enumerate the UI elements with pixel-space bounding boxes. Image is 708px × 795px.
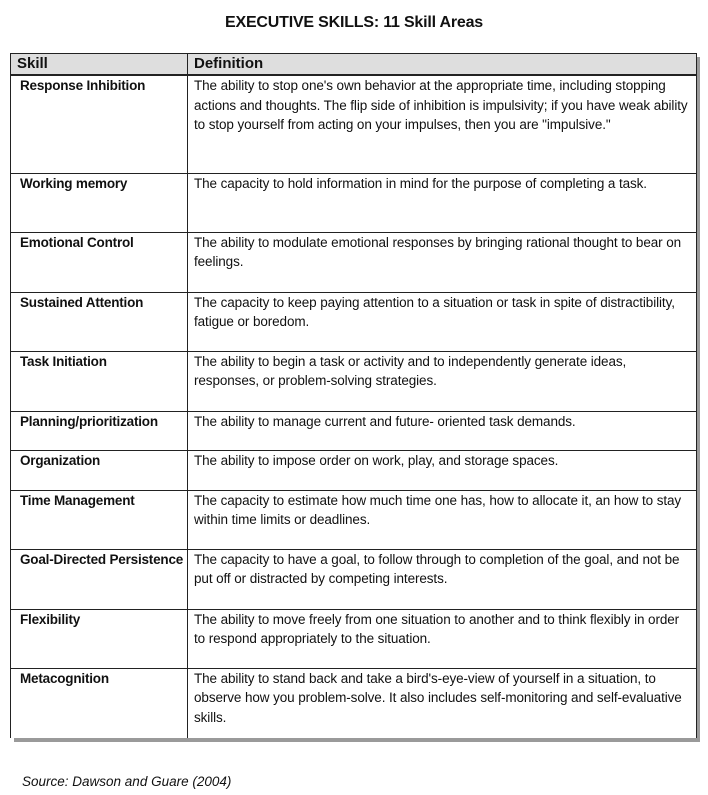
skill-cell: Response Inhibition — [11, 75, 188, 173]
table-header-row — [11, 54, 697, 76]
source-citation: Source: Dawson and Guare (2004) — [22, 774, 232, 789]
table-row — [11, 490, 697, 549]
table-row — [11, 75, 697, 173]
table-row — [11, 232, 697, 292]
skill-cell: Emotional Control — [11, 232, 188, 292]
skills-table — [10, 53, 697, 738]
definition-cell: The capacity to hold information in mind for the purpose of completing a task. — [188, 173, 697, 232]
column-header-definition: Definition — [188, 54, 697, 76]
definition-cell: The ability to modulate emotional responses by bringing rational thought to bear on feelings. — [188, 232, 697, 292]
definition-cell: The capacity to estimate how much time one has, how to allocate it, an how to stay within time limits or deadlines. — [188, 490, 697, 549]
skill-cell: Task Initiation — [11, 351, 188, 411]
definition-cell: The ability to stand back and take a bird's-eye-view of yourself in a situation, to observe how you problem-solve. It also includes self-monitoring and self-evaluative skills. — [188, 668, 697, 738]
skill-cell: Planning/prioritization — [11, 411, 188, 450]
definition-cell: The capacity to keep paying attention to a situation or task in spite of distractibility, fatigue or boredom. — [188, 292, 697, 351]
table-row — [11, 292, 697, 351]
skill-cell: Time Management — [11, 490, 188, 549]
definition-cell: The ability to stop one's own behavior at the appropriate time, including stopping actions and thoughts. The flip side of inhibition is impulsivity; if you have weak ability to stop yourself from acting on your impulses, then you are "impulsive." — [188, 75, 697, 173]
definition-cell: The ability to begin a task or activity and to independently generate ideas, responses, or problem-solving strategies. — [188, 351, 697, 411]
skill-cell: Goal-Directed Persistence — [11, 549, 188, 609]
table-row — [11, 351, 697, 411]
table-row — [11, 450, 697, 490]
definition-cell: The capacity to have a goal, to follow through to completion of the goal, and not be put off or distracted by competing interests. — [188, 549, 697, 609]
definition-cell: The ability to impose order on work, play, and storage spaces. — [188, 450, 697, 490]
skill-cell: Flexibility — [11, 609, 188, 668]
skill-cell: Metacognition — [11, 668, 188, 738]
skill-cell: Organization — [11, 450, 188, 490]
table-row — [11, 609, 697, 668]
skills-table-container — [10, 53, 696, 738]
table-row — [11, 668, 697, 738]
definition-cell: The ability to move freely from one situation to another and to think flexibly in order to respond appropriately to the situation. — [188, 609, 697, 668]
table-row — [11, 549, 697, 609]
table-row — [11, 411, 697, 450]
skill-cell: Working memory — [11, 173, 188, 232]
skill-cell: Sustained Attention — [11, 292, 188, 351]
definition-cell: The ability to manage current and future- oriented task demands. — [188, 411, 697, 450]
table-row — [11, 173, 697, 232]
column-header-skill: Skill — [11, 54, 188, 76]
page-title: EXECUTIVE SKILLS: 11 Skill Areas — [225, 14, 483, 31]
